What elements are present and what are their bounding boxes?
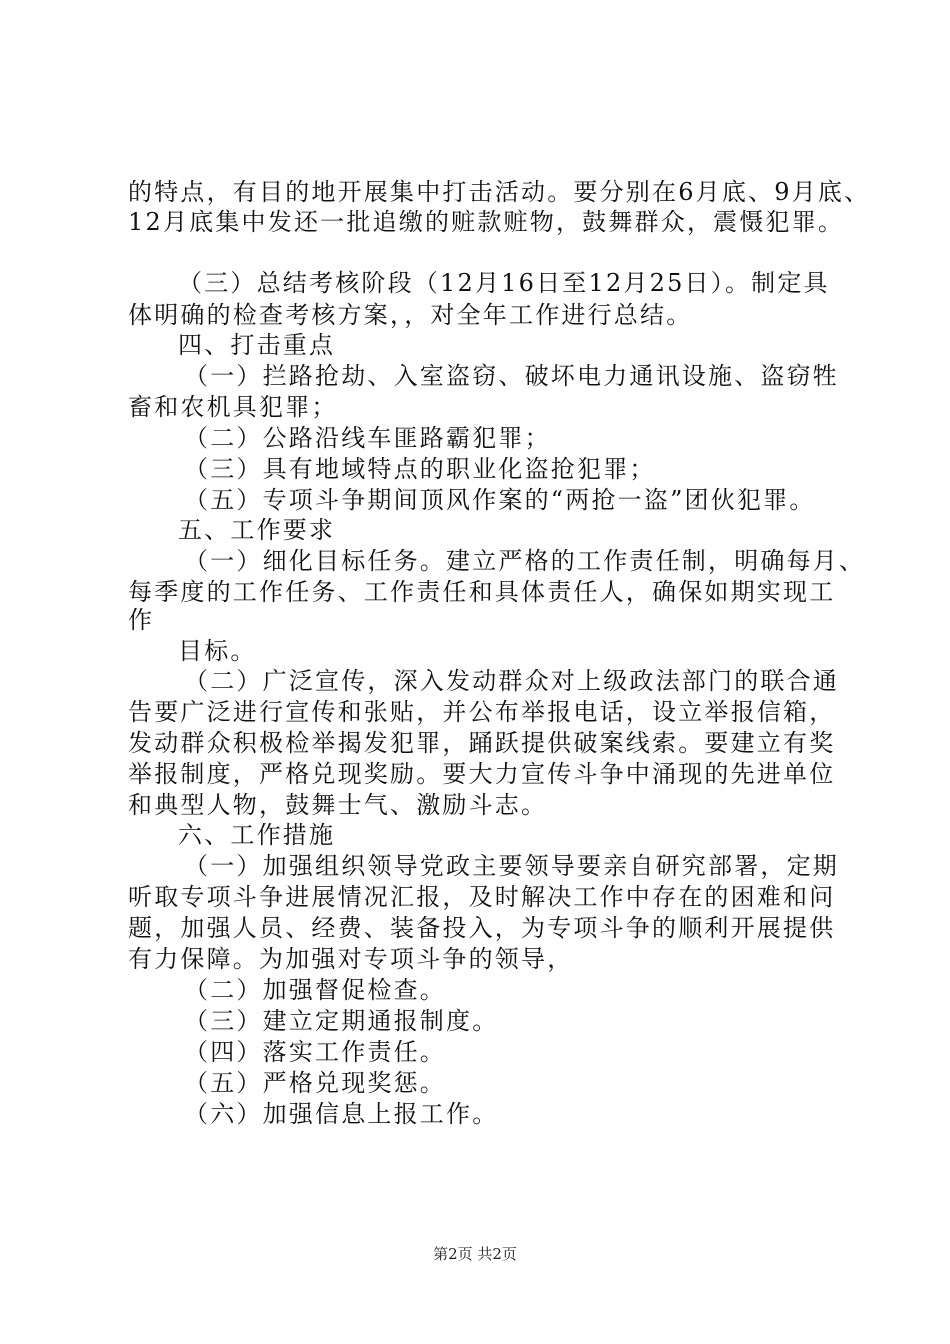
body-text-line: （二）广泛宣传，深入发动群众对上级政法部门的联合通 <box>184 667 839 695</box>
body-text-line: 题，加强人员、经费、装备投入，为专项斗争的顺利开展提供 <box>128 914 836 942</box>
body-text-line: 和典型人物，鼓舞士气、激励斗志。 <box>128 791 548 819</box>
body-text-line: 听取专项斗争进展情况汇报，及时解决工作中存在的困难和问 <box>128 883 836 911</box>
section-heading: 五、工作要求 <box>178 516 336 544</box>
body-text-line: 体明确的检查考核方案，，对全年工作进行总结。 <box>128 301 693 329</box>
body-text-line: （三）具有地域特点的职业化盗抢犯罪； <box>184 455 656 483</box>
body-text-line: 作 <box>128 606 155 634</box>
body-text-line: （三）总结考核阶段（12月16日至12月25日）。制定具 <box>178 269 830 297</box>
body-text-line: （二）公路沿线车匪路霸犯罪； <box>184 424 551 452</box>
body-text-line: （一）拦路抢劫、入室盗窃、破坏电力通讯设施、盗窃牲 <box>184 362 839 390</box>
page-footer: 第2页 共2页 <box>433 1245 517 1263</box>
list-item: （六）加强信息上报工作。 <box>184 1100 499 1128</box>
body-text-line: 12月底集中发还一批追缴的赃款赃物，鼓舞群众，震慑犯罪。 <box>128 208 845 236</box>
list-item: （四）落实工作责任。 <box>184 1038 446 1066</box>
body-text-line: （一）细化目标任务。建立严格的工作责任制，明确每月、 <box>184 547 866 575</box>
body-text-line: （五）专项斗争期间顶风作案的“两抢一盗”团伙犯罪。 <box>184 486 816 514</box>
body-text-line: 举报制度，严格兑现奖励。要大力宣传斗争中涌现的先进单位 <box>128 760 836 788</box>
list-item: （二）加强督促检查。 <box>184 976 446 1004</box>
section-heading: 六、工作措施 <box>178 821 336 849</box>
list-item: （三）建立定期通报制度。 <box>184 1007 499 1035</box>
body-text-line: 有力保障。为加强对专项斗争的领导， <box>128 945 574 973</box>
list-item: （五）严格兑现奖惩。 <box>184 1069 446 1097</box>
body-text-line: （一）加强组织领导党政主要领导要亲自研究部署，定期 <box>184 852 839 880</box>
body-text-line: 告要广泛进行宣传和张贴，并公布举报电话，设立举报信箱， <box>128 698 836 726</box>
body-text-line: 每季度的工作任务、工作责任和具体责任人，确保如期实现工 <box>128 578 836 606</box>
body-text-line: 畜和农机具犯罪； <box>128 393 338 421</box>
body-text-line: 发动群众积极检举揭发犯罪，踊跃提供破案线索。要建立有奖 <box>128 729 836 757</box>
body-text-line: 的特点，有目的地开展集中打击活动。要分别在6月底、9月底、 <box>128 178 871 206</box>
body-text-line: 目标。 <box>178 637 257 665</box>
section-heading: 四、打击重点 <box>178 331 336 359</box>
